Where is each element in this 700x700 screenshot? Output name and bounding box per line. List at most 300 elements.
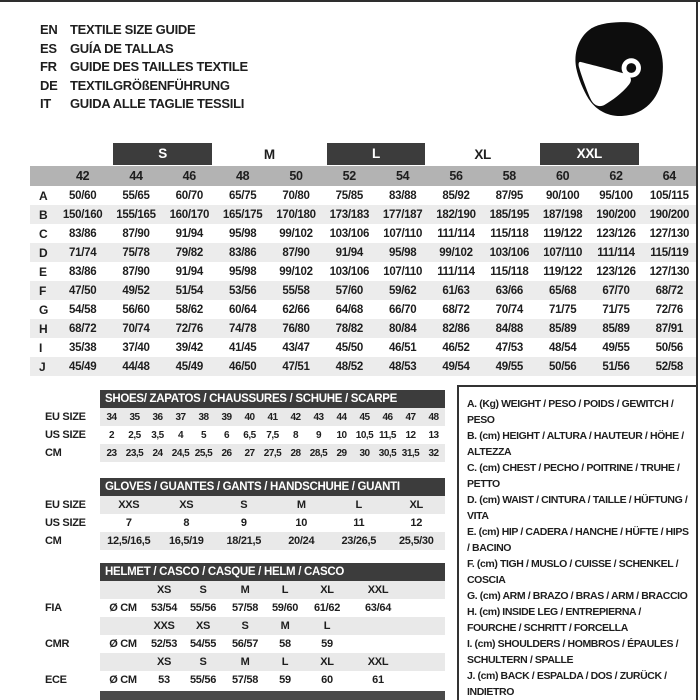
row-values <box>56 361 696 373</box>
row-label: EU SIZE <box>45 411 86 423</box>
table-cell: 99/102 <box>439 246 473 259</box>
helmet-sizes-row-cmr <box>45 617 445 635</box>
measure-row-d <box>30 243 696 262</box>
table-cell: 111/114 <box>437 227 475 240</box>
table-cell: 60/64 <box>229 303 257 316</box>
table-cell: 68/72 <box>442 303 470 316</box>
table-cell: 10 <box>295 517 308 529</box>
row-label: I <box>39 340 43 355</box>
table-cell: 62/66 <box>282 303 310 316</box>
table-cell: 49/52 <box>122 284 150 297</box>
size-group-s: S <box>113 143 212 165</box>
table-cell: 107/110 <box>383 265 423 278</box>
table-cell: 48/53 <box>389 360 417 373</box>
table-cell: 58 <box>502 169 516 183</box>
language-title: GUIDE DES TAILLES TEXTILE <box>70 59 248 74</box>
table-cell: 105/115 <box>649 189 689 202</box>
table-cell: 44 <box>129 169 143 183</box>
row-values <box>100 496 445 514</box>
table-cell: 11,5 <box>379 429 396 441</box>
table-cell: 36 <box>152 411 163 423</box>
measure-row-e <box>30 262 696 281</box>
table-cell: 65/68 <box>549 284 577 297</box>
row-label: F <box>39 283 47 298</box>
table-cell: 50/56 <box>549 360 577 373</box>
table-cell: 79/82 <box>175 246 203 259</box>
measure-row-b <box>30 205 696 224</box>
legend-item-d: D. (cm) WAIST / CINTURA / TAILLE / HÜFTUNG / VITA <box>467 494 688 522</box>
table-cell: 59/62 <box>389 284 417 297</box>
table-cell: XS <box>179 499 194 511</box>
table-cell: 74/78 <box>229 322 257 335</box>
table-cell: 27,5 <box>263 447 282 459</box>
table-cell: XS <box>195 620 211 632</box>
table-cell: 190/200 <box>596 208 636 221</box>
table-cell: 177/187 <box>382 208 423 221</box>
language-code: EN <box>40 22 58 37</box>
table-cell: 56 <box>449 169 463 183</box>
table-cell: 85/89 <box>549 322 577 335</box>
table-cell: 173/183 <box>329 208 370 221</box>
helmet-size-table <box>45 563 445 689</box>
table-cell: 59 <box>279 674 291 686</box>
table-cell: 10 <box>336 429 347 441</box>
table-cell: 185/195 <box>489 208 530 221</box>
unit-cell: Ø CM <box>109 638 137 650</box>
table-cell: 45/49 <box>69 360 97 373</box>
row-values <box>100 514 445 532</box>
table-cell: 87/91 <box>655 322 683 335</box>
row-values <box>56 209 696 221</box>
language-title: TEXTILGRÖßENFÜHRUNG <box>70 77 230 93</box>
table-cell: 55/56 <box>189 674 217 686</box>
row-values <box>100 532 445 550</box>
table-cell: 52/53 <box>150 638 178 650</box>
table-cell: 28,5 <box>309 447 328 459</box>
table-cell: 87/95 <box>495 189 523 202</box>
legend-item-g: G. (cm) ARM / BRAZO / BRAS / ARM / BRACCIO <box>467 590 688 602</box>
table-cell: 99/102 <box>279 265 313 278</box>
row-label: EU SIZE <box>45 499 86 511</box>
table-cell: 150/160 <box>62 208 103 221</box>
row-label: US SIZE <box>45 429 86 441</box>
table-cell: 76/80 <box>282 322 310 335</box>
language-title: TEXTILE SIZE GUIDE <box>70 22 196 37</box>
table-cell: 115/119 <box>650 246 689 259</box>
table-cell: 123/126 <box>596 265 636 278</box>
row-label: B <box>39 207 48 222</box>
numeric-size-header-row <box>30 166 696 186</box>
shoes-section-header: SHOES/ ZAPATOS / CHAUSSURES / SCHUHE / SCARPE <box>100 390 445 408</box>
table-cell: 61 <box>372 674 384 686</box>
measurement-legend <box>457 385 697 700</box>
table-cell: L <box>281 584 289 596</box>
table-cell: 111/114 <box>597 246 635 259</box>
row-values <box>56 342 696 354</box>
legend-item-j: J. (cm) BACK / ESPALDA / DOS / ZURÜCK / INDIETRO <box>467 670 667 698</box>
helmet-sizes-row-fia <box>45 581 445 599</box>
row-label: CM <box>45 535 62 547</box>
table-cell: XXS <box>153 620 175 632</box>
table-cell: 83/86 <box>69 227 97 240</box>
table-cell: XS <box>156 584 172 596</box>
table-cell: 49/55 <box>602 341 630 354</box>
row-values <box>100 599 445 617</box>
table-cell: 91/94 <box>175 227 203 240</box>
gloves-us-row <box>45 514 445 532</box>
table-cell: 67/70 <box>602 284 630 297</box>
table-cell: 26 <box>221 447 232 459</box>
size-group-xxl: XXL <box>540 143 639 165</box>
table-cell: 4 <box>177 429 184 441</box>
table-cell: 71/75 <box>602 303 630 316</box>
measure-row-j <box>30 357 696 376</box>
table-cell: 58 <box>279 638 291 650</box>
row-values <box>100 671 445 689</box>
table-cell: 119/122 <box>543 227 583 240</box>
table-cell: 127/130 <box>649 227 690 240</box>
table-cell: 37/40 <box>122 341 150 354</box>
table-cell: M <box>240 656 250 668</box>
table-cell: 41 <box>267 411 278 423</box>
table-cell: 45/49 <box>175 360 203 373</box>
table-cell: 46 <box>182 169 196 183</box>
table-cell: 47/50 <box>69 284 97 297</box>
table-cell: 90/100 <box>545 189 580 202</box>
table-cell: XXL <box>367 656 389 668</box>
numeric-size-cells <box>56 169 696 183</box>
table-cell: 182/190 <box>436 208 476 221</box>
legend-item-i: I. (cm) SHOULDERS / HOMBROS / ÉPAULES / SCHULTERN / SPALLE <box>467 638 679 666</box>
table-cell: 46/52 <box>442 341 470 354</box>
helmet-cmr-row <box>45 635 445 653</box>
language-row-en <box>40 21 248 40</box>
table-cell: XXS <box>118 499 140 511</box>
table-cell: 68/72 <box>655 284 683 297</box>
table-cell: XL <box>320 584 334 596</box>
table-cell: 18/21,5 <box>226 535 262 547</box>
language-code: IT <box>40 96 51 111</box>
table-cell: 57/58 <box>231 602 259 614</box>
table-cell: 20/24 <box>288 535 315 547</box>
table-cell: 9 <box>240 517 247 529</box>
table-cell: 103/106 <box>329 227 370 240</box>
table-cell: 25,5 <box>194 447 213 459</box>
legend-item-e: E. (cm) HIP / CADERA / HANCHE / HÜFTE / HIPS / BACINO <box>467 526 689 554</box>
row-values <box>100 635 445 653</box>
table-cell: 46 <box>382 411 393 423</box>
table-cell: 115/118 <box>490 265 529 278</box>
table-cell: 82/86 <box>442 322 470 335</box>
table-cell: 24,5 <box>171 447 190 459</box>
row-label: ECE <box>45 674 67 686</box>
table-cell: 43 <box>313 411 324 423</box>
table-cell: 64/68 <box>335 303 363 316</box>
cropped-next-section-bar <box>100 691 445 700</box>
row-values <box>56 190 696 202</box>
table-cell: 43/47 <box>282 341 310 354</box>
row-values <box>56 285 696 297</box>
table-cell: L <box>355 499 362 511</box>
table-cell: 38 <box>198 411 209 423</box>
size-group-m: M <box>263 146 275 162</box>
table-cell: 57/58 <box>231 674 259 686</box>
table-cell: 39/42 <box>175 341 203 354</box>
table-cell: 48 <box>236 169 250 183</box>
language-code: FR <box>40 59 57 74</box>
table-cell: 8 <box>292 429 299 441</box>
language-code: DE <box>40 77 58 93</box>
row-values <box>100 444 445 462</box>
table-cell: 83/86 <box>229 246 257 259</box>
table-cell: 54/55 <box>189 638 217 650</box>
table-cell: L <box>323 620 331 632</box>
table-cell: 123/126 <box>596 227 636 240</box>
top-border <box>0 0 700 2</box>
table-cell: 187/198 <box>542 208 583 221</box>
table-cell: XS <box>156 656 172 668</box>
row-values <box>56 323 696 335</box>
table-cell: 54/58 <box>69 303 97 316</box>
table-cell: 28 <box>290 447 301 459</box>
table-cell: 46/51 <box>389 341 417 354</box>
row-values <box>56 247 696 259</box>
language-title: GUIDA ALLE TAGLIE TESSILI <box>70 96 245 111</box>
language-row-it <box>40 95 248 114</box>
table-cell: 66/70 <box>389 303 417 316</box>
size-group-l: L <box>327 143 426 165</box>
table-cell: 61/63 <box>442 284 470 297</box>
table-cell: 83/86 <box>69 265 97 278</box>
row-label: A <box>39 188 48 203</box>
table-cell: 71/74 <box>69 246 97 259</box>
row-values <box>56 304 696 316</box>
table-cell: 95/98 <box>229 265 257 278</box>
table-cell: 44 <box>336 411 347 423</box>
table-cell: 40 <box>244 411 255 423</box>
row-values <box>100 653 445 671</box>
table-cell: 13 <box>428 429 439 441</box>
table-cell: 41/45 <box>229 341 257 354</box>
table-cell: 6 <box>223 429 230 441</box>
measure-row-g <box>30 300 696 319</box>
gloves-section-header: GLOVES / GUANTES / GANTS / HANDSCHUHE / GUANTI <box>100 478 445 496</box>
table-cell: 12 <box>410 517 423 529</box>
row-values <box>100 617 445 635</box>
table-cell: S <box>241 620 249 632</box>
row-label: CM <box>45 447 62 459</box>
table-cell: 53/56 <box>229 284 257 297</box>
table-cell: 75/78 <box>122 246 150 259</box>
table-cell: 7,5 <box>266 429 279 441</box>
table-cell: 10,5 <box>355 429 374 441</box>
gloves-cm-row <box>45 532 445 550</box>
table-cell: 57/60 <box>335 284 363 297</box>
table-cell: 50/56 <box>655 341 683 354</box>
table-cell: 56/57 <box>231 638 259 650</box>
table-cell: 34 <box>106 411 117 423</box>
language-title-block <box>40 21 248 114</box>
row-label: E <box>39 264 47 279</box>
table-cell: 49/55 <box>495 360 523 373</box>
table-cell: 35 <box>129 411 140 423</box>
helmet-sizes-row-ece <box>45 653 445 671</box>
measure-row-c <box>30 224 696 243</box>
row-label: FIA <box>45 602 62 614</box>
legend-item-c: C. (cm) CHEST / PECHO / POITRINE / TRUHE / PETTO <box>467 462 680 490</box>
unit-cell: Ø CM <box>109 674 137 686</box>
language-row-fr <box>40 58 248 77</box>
table-cell: 11 <box>353 517 365 529</box>
table-cell: 9 <box>315 429 322 441</box>
table-cell: 29 <box>336 447 347 459</box>
table-cell: 55/65 <box>122 189 150 202</box>
shoes-eu-row <box>45 408 445 426</box>
table-cell: XXL <box>367 584 389 596</box>
table-cell: 30,5 <box>378 447 397 459</box>
table-cell: 95/98 <box>389 246 417 259</box>
table-cell: 61/62 <box>313 602 341 614</box>
table-cell: 24 <box>152 447 163 459</box>
row-values <box>100 408 445 426</box>
table-cell: 35/38 <box>69 341 97 354</box>
table-cell: 65/75 <box>229 189 257 202</box>
row-label: CMR <box>45 638 70 650</box>
table-cell: 84/88 <box>495 322 523 335</box>
table-cell: 23 <box>106 447 117 459</box>
table-cell: 91/94 <box>175 265 203 278</box>
table-cell: 87/90 <box>122 227 150 240</box>
table-cell: 27 <box>244 447 255 459</box>
table-cell: M <box>240 584 250 596</box>
table-cell: 62 <box>609 169 623 183</box>
helmet-section-header: HELMET / CASCO / CASQUE / HELM / CASCO <box>100 563 445 581</box>
racing-helmet-icon <box>566 18 668 120</box>
row-label: C <box>39 226 48 241</box>
table-cell: 60 <box>556 169 570 183</box>
table-cell: 58/62 <box>175 303 203 316</box>
table-cell: 70/74 <box>122 322 150 335</box>
table-cell: 53 <box>158 674 170 686</box>
table-cell: 83/88 <box>389 189 417 202</box>
measure-row-i <box>30 338 696 357</box>
gloves-size-table <box>45 478 445 550</box>
table-cell: 49/54 <box>442 360 470 373</box>
table-cell: 53/54 <box>150 602 178 614</box>
row-values <box>100 426 445 444</box>
size-group-xl: XL <box>474 146 491 162</box>
table-cell: 48/54 <box>549 341 577 354</box>
table-cell: 190/200 <box>649 208 690 221</box>
table-cell: 127/130 <box>649 265 690 278</box>
table-cell: S <box>240 499 248 511</box>
table-cell: 55/58 <box>282 284 310 297</box>
table-cell: 30 <box>359 447 370 459</box>
table-cell: 37 <box>175 411 186 423</box>
table-cell: 99/102 <box>279 227 313 240</box>
size-group-row <box>30 142 696 166</box>
legend-item-a: A. (Kg) WEIGHT / PESO / POIDS / GEWITCH / PESO <box>467 398 674 426</box>
table-cell: 44/48 <box>122 360 150 373</box>
legend-item-h: H. (cm) INSIDE LEG / ENTREPIERNA / FOURCHE / SCHRITT / FORCELLA <box>467 606 641 634</box>
table-cell: 39 <box>221 411 232 423</box>
table-cell: 78/82 <box>335 322 363 335</box>
table-cell: 59 <box>321 638 333 650</box>
table-cell: 107/110 <box>383 227 423 240</box>
textile-size-table <box>30 142 696 376</box>
table-cell: 115/118 <box>490 227 529 240</box>
table-cell: XL <box>409 499 423 511</box>
row-label: US SIZE <box>45 517 86 529</box>
legend-item-b: B. (cm) HEIGHT / ALTURA / HAUTEUR / HÖHE / ALTEZZA <box>467 430 684 458</box>
shoes-size-table <box>45 390 445 462</box>
table-cell: S <box>199 656 207 668</box>
table-cell: 111/114 <box>437 265 475 278</box>
table-cell: 160/170 <box>169 208 210 221</box>
table-cell: 23/26,5 <box>341 535 377 547</box>
row-values <box>100 581 445 599</box>
table-cell: 70/80 <box>282 189 310 202</box>
table-cell: 87/90 <box>122 265 150 278</box>
row-values <box>56 228 696 240</box>
gloves-eu-row <box>45 496 445 514</box>
language-row-es <box>40 40 248 59</box>
table-cell: 72/76 <box>175 322 203 335</box>
row-label: J <box>39 359 46 374</box>
table-cell: 70/74 <box>495 303 523 316</box>
table-cell: 32 <box>428 447 439 459</box>
table-cell: 6,5 <box>243 429 256 441</box>
table-cell: 60 <box>321 674 333 686</box>
table-cell: 103/106 <box>329 265 370 278</box>
table-cell: 72/76 <box>655 303 683 316</box>
table-cell: 63/66 <box>495 284 523 297</box>
table-cell: 85/92 <box>442 189 470 202</box>
table-cell: 48/52 <box>335 360 363 373</box>
table-cell: 170/180 <box>276 208 316 221</box>
table-cell: 60/70 <box>175 189 203 202</box>
language-row-de <box>40 77 248 96</box>
table-cell: 103/106 <box>489 246 530 259</box>
table-cell: 71/75 <box>549 303 577 316</box>
table-cell: 12 <box>405 429 416 441</box>
row-values <box>56 266 696 278</box>
table-cell: 7 <box>125 517 132 529</box>
table-cell: 91/94 <box>335 246 363 259</box>
table-cell: 119/122 <box>543 265 583 278</box>
shoes-cm-row <box>45 444 445 462</box>
table-cell: S <box>199 584 207 596</box>
table-cell: 51/56 <box>602 360 630 373</box>
unit-cell: Ø CM <box>109 602 137 614</box>
table-cell: 46/50 <box>229 360 257 373</box>
measure-row-a <box>30 186 696 205</box>
table-cell: 50 <box>289 169 303 183</box>
table-cell: 8 <box>183 517 190 529</box>
table-cell: 54 <box>396 169 410 183</box>
table-cell: 16,5/19 <box>168 535 204 547</box>
table-cell: 51/54 <box>175 284 203 297</box>
table-cell: 56/60 <box>122 303 150 316</box>
language-title: GUÍA DE TALLAS <box>70 40 174 56</box>
table-cell: 64 <box>662 169 676 183</box>
row-label: G <box>39 302 49 317</box>
table-cell: XL <box>320 656 334 668</box>
table-cell: 12,5/16,5 <box>107 535 151 547</box>
table-cell: 45 <box>359 411 370 423</box>
table-cell: 5 <box>200 429 207 441</box>
table-cell: 2,5 <box>128 429 141 441</box>
